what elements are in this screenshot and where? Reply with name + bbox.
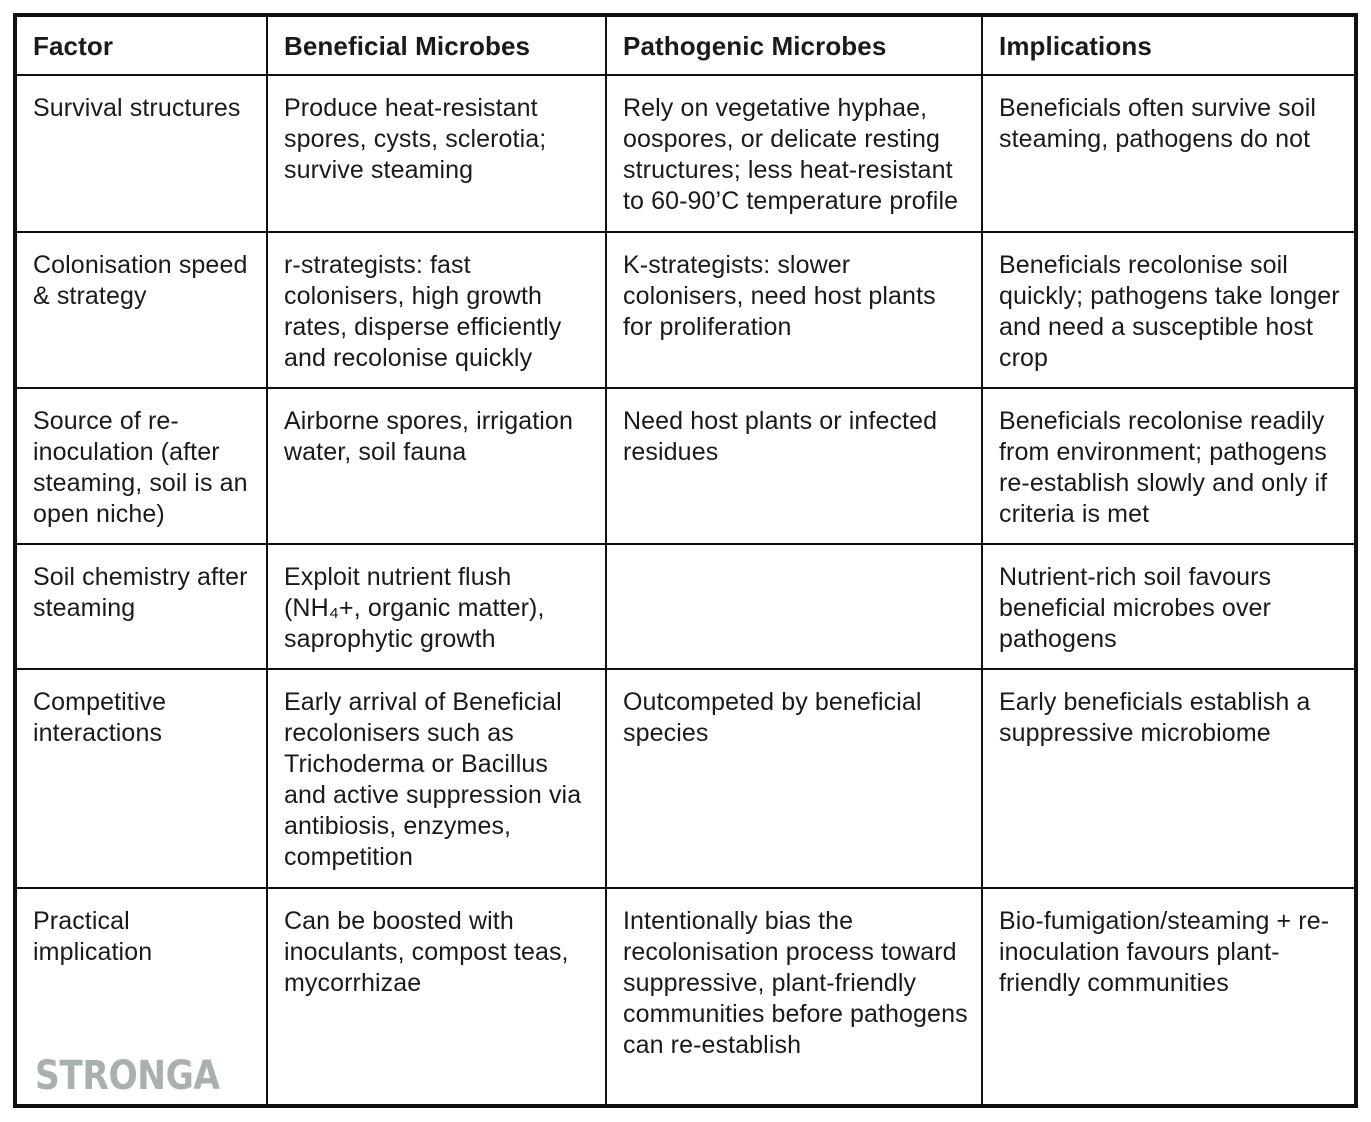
table-row	[17, 669, 1354, 888]
cell-beneficial: Exploit nutrient flush (NH₄+, organic matter), saprophytic growth	[267, 544, 606, 669]
cell-factor: Survival structures	[17, 75, 267, 232]
cell-factor-text: Practical implication	[33, 907, 153, 966]
table-row	[17, 232, 1354, 388]
header-factor: Factor	[17, 17, 267, 75]
comparison-table-frame	[13, 13, 1358, 1108]
cell-beneficial: Produce heat-resistant spores, cysts, sclerotia; survive steaming	[267, 75, 606, 232]
cell-pathogenic	[606, 544, 982, 669]
cell-beneficial: Early arrival of Beneficial recolonisers such as Trichoderma or Bacillus and active suppression via antibiosis, enzymes, competition	[267, 669, 606, 888]
header-beneficial-microbes: Beneficial Microbes	[267, 17, 606, 75]
cell-pathogenic: Rely on vegetative hyphae, oospores, or delicate resting structures; less heat-resistant to 60-90’C temperature profile	[606, 75, 982, 232]
table-row	[17, 388, 1354, 544]
header-implications: Implications	[982, 17, 1354, 75]
cell-implications: Beneficials recolonise soil quickly; pathogens take longer and need a susceptible host crop	[982, 232, 1354, 388]
table-row	[17, 75, 1354, 232]
table-row	[17, 544, 1354, 669]
cell-pathogenic: K-strategists: slower colonisers, need host plants for proliferation	[606, 232, 982, 388]
cell-factor	[17, 888, 267, 1104]
header-pathogenic-microbes: Pathogenic Microbes	[606, 17, 982, 75]
cell-implications: Bio-fumigation/steaming + re-inoculation favours plant-friendly communities	[982, 888, 1354, 1104]
cell-factor: Source of re-inoculation (after steaming, soil is an open niche)	[17, 388, 267, 544]
comparison-table	[17, 17, 1354, 1104]
cell-implications: Nutrient-rich soil favours beneficial microbes over pathogens	[982, 544, 1354, 669]
stronga-logo: STRONGA	[35, 1053, 220, 1099]
cell-factor: Soil chemistry after steaming	[17, 544, 267, 669]
table-row	[17, 888, 1354, 1104]
cell-factor: Colonisation speed & strategy	[17, 232, 267, 388]
cell-beneficial: r-strategists: fast colonisers, high growth rates, disperse efficiently and recolonise quickly	[267, 232, 606, 388]
cell-beneficial: Airborne spores, irrigation water, soil fauna	[267, 388, 606, 544]
cell-factor: Competitive interactions	[17, 669, 267, 888]
cell-pathogenic: Intentionally bias the recolonisation process toward suppressive, plant-friendly communities before pathogens can re-establish	[606, 888, 982, 1104]
cell-pathogenic: Outcompeted by beneficial species	[606, 669, 982, 888]
cell-implications: Early beneficials establish a suppressive microbiome	[982, 669, 1354, 888]
table-header-row	[17, 17, 1354, 75]
cell-implications: Beneficials recolonise readily from environment; pathogens re-establish slowly and only if criteria is met	[982, 388, 1354, 544]
cell-beneficial: Can be boosted with inoculants, compost teas, mycorrhizae	[267, 888, 606, 1104]
cell-pathogenic: Need host plants or infected residues	[606, 388, 982, 544]
cell-implications: Beneficials often survive soil steaming, pathogens do not	[982, 75, 1354, 232]
